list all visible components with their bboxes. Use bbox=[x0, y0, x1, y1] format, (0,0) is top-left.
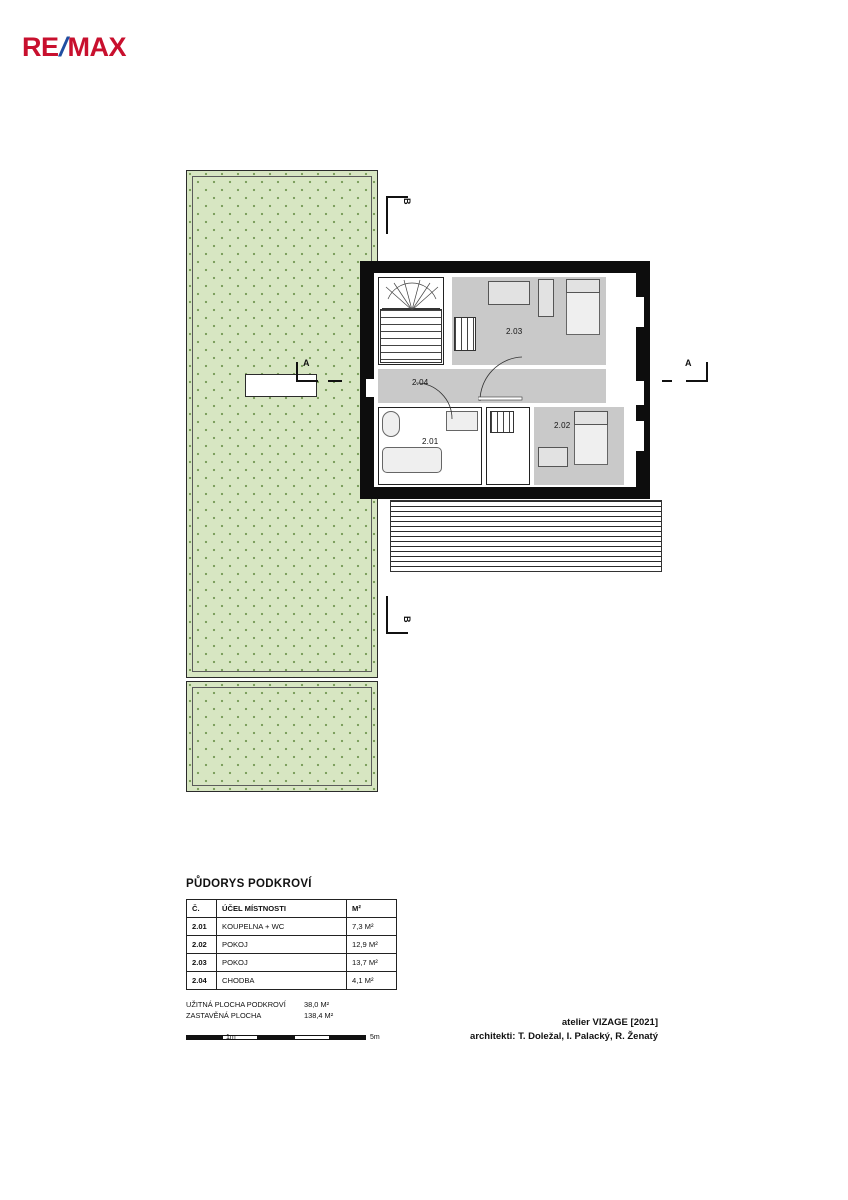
section-tick-a-right-v bbox=[706, 362, 708, 381]
cell-room-name: POKOJ bbox=[217, 954, 347, 972]
section-tick-a-left-h bbox=[296, 380, 318, 382]
door-swing-bathroom-icon bbox=[414, 381, 454, 421]
cell-room-name: CHODBA bbox=[217, 972, 347, 990]
table-row bbox=[187, 954, 397, 972]
cell-room-area: 4,1 M² bbox=[347, 972, 397, 990]
section-dash-left bbox=[328, 380, 342, 382]
plot-outline-lower bbox=[192, 687, 372, 786]
table-header-purpose: ÚČEL MÍSTNOSTI bbox=[217, 900, 347, 918]
stair-flight bbox=[380, 309, 442, 363]
bathtub-2-01 bbox=[382, 447, 442, 473]
stair-secondary bbox=[454, 317, 476, 351]
credits-architects: architekti: T. Doležal, I. Palacký, R. Ženatý bbox=[470, 1031, 658, 1043]
plot-area-lower bbox=[186, 681, 378, 792]
room-label-2-02: 2.02 bbox=[554, 421, 571, 430]
section-label-a-right: A bbox=[685, 358, 692, 368]
scale-bar bbox=[186, 1032, 386, 1046]
room-label-2-04: 2.04 bbox=[412, 378, 429, 387]
cell-room-area: 13,7 M² bbox=[347, 954, 397, 972]
door-swing-icon bbox=[478, 337, 524, 403]
deck-area bbox=[390, 500, 662, 572]
total-label-usable: UŽITNÁ PLOCHA PODKROVÍ bbox=[186, 1000, 286, 1009]
window-east-lower bbox=[636, 421, 644, 451]
room-table bbox=[186, 899, 397, 990]
section-tick-a-right-h bbox=[686, 380, 708, 382]
section-dash-right bbox=[662, 380, 672, 382]
total-row-usable bbox=[186, 999, 656, 1010]
room-label-2-03: 2.03 bbox=[506, 327, 523, 336]
scale-label-end: 5m bbox=[370, 1034, 380, 1041]
section-label-b-bottom: B bbox=[402, 616, 412, 623]
section-tick-b-top-v bbox=[386, 196, 388, 234]
plot-area-upper bbox=[186, 170, 378, 678]
table-row bbox=[187, 918, 397, 936]
section-label-b-top: B bbox=[402, 198, 412, 205]
window-west bbox=[366, 379, 376, 397]
furniture-2-02-a bbox=[538, 447, 568, 467]
total-value-usable: 38,0 M² bbox=[304, 1000, 330, 1009]
cell-room-number: 2.02 bbox=[187, 936, 217, 954]
logo-text-left: RE bbox=[22, 32, 59, 62]
table-header-number: Č. bbox=[187, 900, 217, 918]
terrace-element bbox=[245, 374, 317, 397]
scale-seg-5 bbox=[330, 1035, 366, 1040]
room-label-2-01: 2.01 bbox=[422, 437, 439, 446]
toilet-2-01 bbox=[382, 411, 400, 437]
furniture-2-03-a bbox=[488, 281, 530, 305]
scale-label-start: 1m bbox=[226, 1034, 236, 1041]
table-row bbox=[187, 936, 397, 954]
section-tick-b-bottom-h bbox=[386, 632, 408, 634]
credits-studio: atelier VIZAGE [2021] bbox=[561, 1017, 658, 1028]
table-header-area: M² bbox=[347, 900, 397, 918]
logo-slash: / bbox=[55, 32, 71, 62]
total-value-builtup: 138,4 M² bbox=[304, 1011, 334, 1021]
logo-text-right: MAX bbox=[67, 32, 127, 62]
furniture-2-03-b bbox=[538, 279, 554, 317]
cell-room-name: POKOJ bbox=[217, 936, 347, 954]
table-row bbox=[187, 972, 397, 990]
utility-hatch bbox=[490, 411, 514, 433]
cell-room-area: 7,3 M² bbox=[347, 918, 397, 936]
window-east-upper bbox=[636, 297, 644, 327]
cell-room-number: 2.01 bbox=[187, 918, 217, 936]
legend-block bbox=[186, 878, 656, 1022]
house-footprint bbox=[360, 261, 650, 499]
plan-title: PŮDORYS PODKROVÍ bbox=[186, 878, 312, 890]
stair-winder-icon bbox=[380, 277, 444, 311]
total-label-builtup: ZASTAVĚNÁ PLOCHA bbox=[186, 1011, 262, 1021]
plot-outline-upper bbox=[192, 176, 372, 672]
bed-head-2-02 bbox=[574, 411, 608, 425]
cell-room-number: 2.03 bbox=[187, 954, 217, 972]
window-east-mid bbox=[636, 381, 644, 405]
credits-block bbox=[470, 1016, 658, 1045]
section-tick-b-bottom-v bbox=[386, 596, 388, 634]
section-tick-a-left-v bbox=[296, 362, 298, 381]
bed-head-2-03 bbox=[566, 279, 600, 293]
table-header-row bbox=[187, 900, 397, 918]
scale-seg-1 bbox=[186, 1035, 222, 1040]
cell-room-name: KOUPELNA + WC bbox=[217, 918, 347, 936]
section-label-a-left: A bbox=[303, 358, 310, 368]
cell-room-area: 12,9 M² bbox=[347, 936, 397, 954]
cell-room-number: 2.04 bbox=[187, 972, 217, 990]
scale-seg-4 bbox=[294, 1035, 330, 1040]
scale-seg-3 bbox=[258, 1035, 294, 1040]
